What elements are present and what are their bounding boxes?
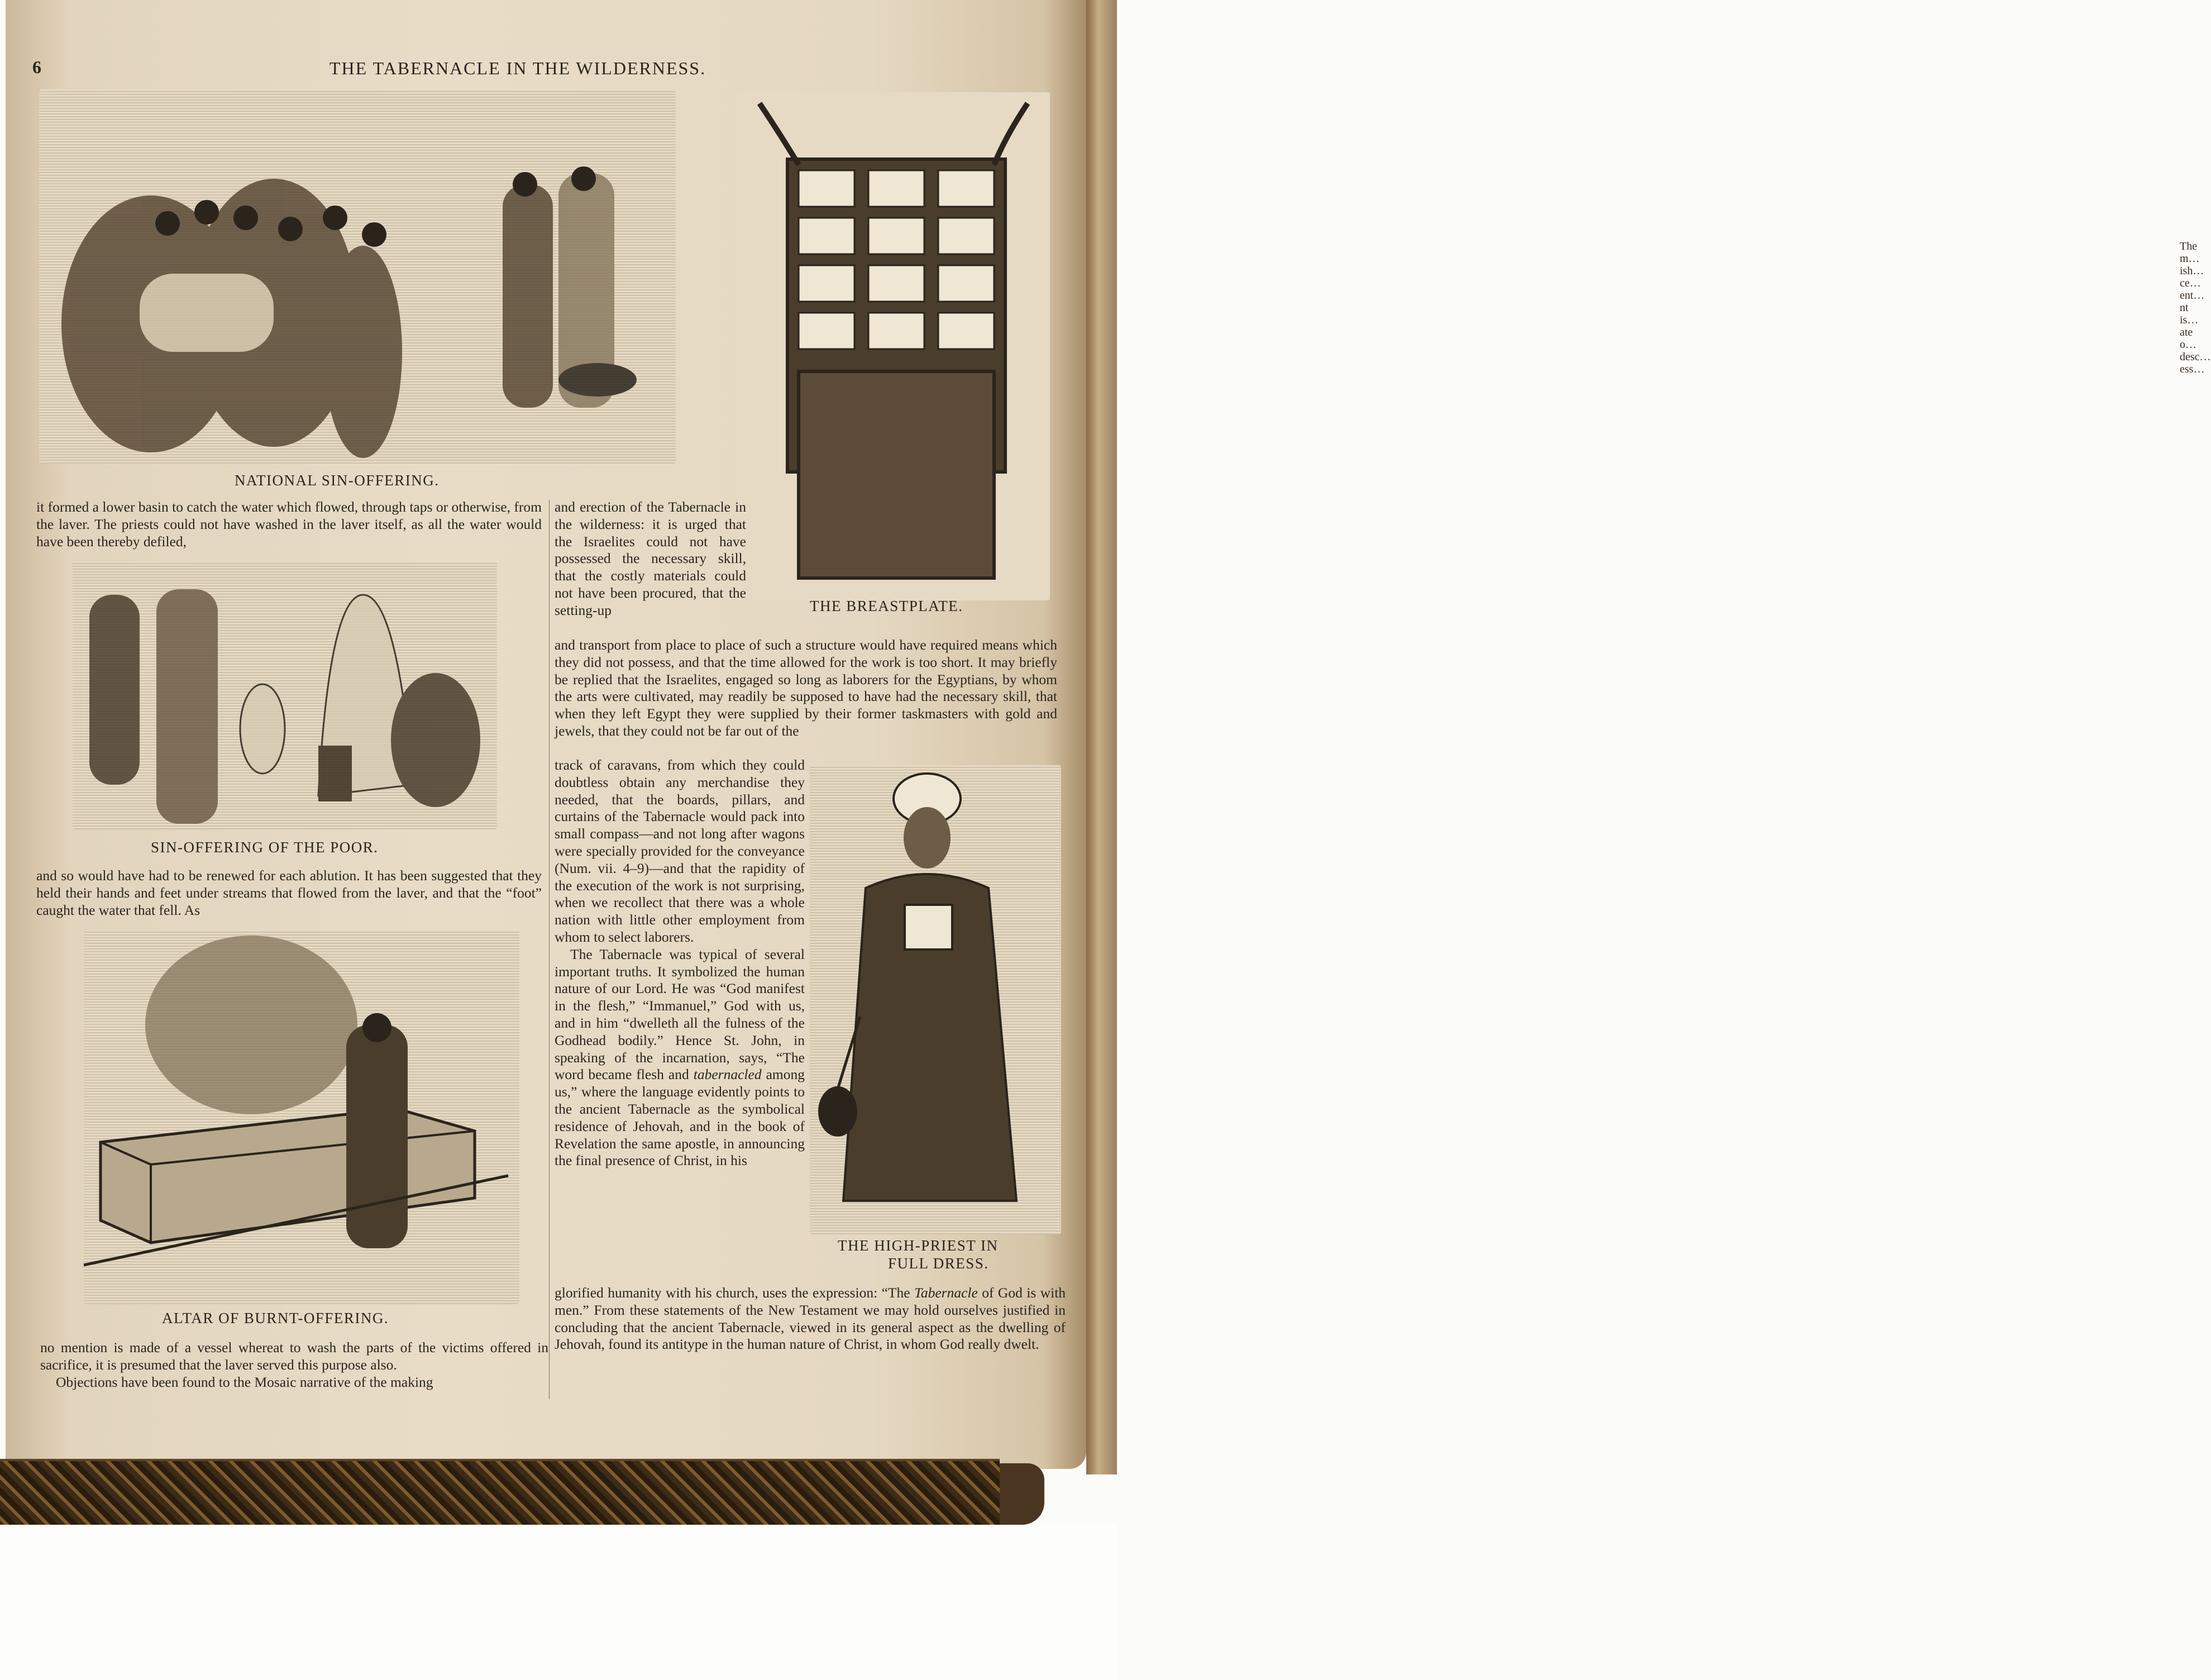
right-paragraph-2: and transport from place to place of such a structure would have required means which they did not possess, and that the time allowed for the work is too short. It may briefly be replied that the Israelites, engaged so long as laborers for the Egyptians, by whom the arts were cultivated, may readily be supposed to have had the necessary skill, that when they left Egypt they were supplied by their former taskmasters with gold and jewels, that they could not be far out of the: [555, 637, 1057, 739]
right-paragraph-4: [555, 946, 805, 1170]
caption-high-priest-line2: FULL DRESS.: [888, 1255, 989, 1272]
column-divider: [549, 500, 550, 1399]
running-title: THE TABERNACLE IN THE WILDERNESS.: [329, 58, 706, 78]
sin-offering-of-the-poor-engraving: [73, 561, 497, 829]
right-paragraph-5-cont: of God is with men.” From these statements of the New Testament we may hold ourselves justified in concluding that the ancient Tabernacle, viewed in its general aspect as the dwelling of Jehovah, found its antitype in the human nature of Christ, in whom God really dwelt.: [555, 1285, 1066, 1353]
right-paragraph-3: track of caravans, from which they could doubtless obtain any merchandise they needed, that the boards, pillars, and curtains of the Tabernacle would pack into small compass—and not long after wagons were specially provided for the conveyance (Num. vii. 4–9)—and that the rapidity of the execution of the work is not surprising, when we recollect that there was a whole nation with little other employment from whom to select laborers.: [555, 757, 805, 945]
left-text-block-3: [40, 1339, 548, 1391]
high-priest-engraving: [810, 765, 1061, 1234]
book-binding: [0, 1459, 1000, 1528]
breastplate-engraving: [737, 92, 1050, 600]
right-paragraph-5-text: glorified humanity with his church, uses the expression: “The: [555, 1285, 910, 1301]
adjacent-page-text: The m… ish… ce… ent… nt is… ate o… desc… ess…: [2180, 240, 2211, 375]
right-text-block-3: [555, 757, 805, 1170]
right-paragraph-5-italic: Tabernacle: [914, 1285, 978, 1301]
right-paragraph-4-text: The Tabernacle was typical of several important truths. It symbolized the human nature of our Lord. He was “God manifest in the flesh,” “Immanuel,” God with us, and in him “dwelleth all the fulness of the Godhead bodily.” Hence St. John, in speaking of the incarnation, says, “The word became flesh and: [555, 946, 805, 1083]
caption-high-priest-line1: THE HIGH-PRIEST IN: [838, 1237, 999, 1254]
right-text-block-5: [555, 1285, 1066, 1353]
page-header: [0, 57, 1089, 79]
left-paragraph-1: it formed a lower basin to catch the water which flowed, through taps or otherwise, from the laver. The priests could not have washed in the laver itself, as all the water would have been thereby defiled,: [36, 499, 542, 550]
adjacent-page-edge: [1086, 0, 2211, 1474]
right-text-block-2: [555, 637, 1057, 740]
left-paragraph-4: Objections have been found to the Mosaic narrative of the making: [56, 1373, 433, 1390]
right-paragraph-5: [555, 1285, 1066, 1353]
right-paragraph-4-cont: among us,” where the language evidently points to the ancient Tabernacle as the symbolical residence of Jehovah, and in the book of Revelation the same apostle, in announcing the final presence of Christ, in his: [555, 1066, 805, 1169]
right-paragraph-4-italic: tabernacled: [693, 1066, 762, 1083]
caption-breastplate: THE BREASTPLATE.: [810, 598, 963, 614]
right-text-block-1: [555, 499, 746, 619]
left-paragraph-2: and so would have had to be renewed for each ablution. It has been suggested that they held their hands and feet under streams that flowed from the laver, and that the “foot” caught the water that fell. As: [36, 867, 542, 918]
caption-sin-offering-of-the-poor: SIN-OFFERING OF THE POOR.: [151, 839, 379, 856]
national-sin-offering-engraving: [39, 89, 676, 464]
altar-of-burnt-offering-engraving: [84, 930, 519, 1304]
left-paragraph-3: no mention is made of a vessel whereat to wash the parts of the victims offered in sacrifice, it is presumed that the laver served this purpose also.: [40, 1339, 548, 1373]
caption-national-sin-offering: NATIONAL SIN-OFFERING.: [235, 472, 440, 489]
caption-altar-of-burnt-offering: ALTAR OF BURNT-OFFERING.: [162, 1310, 389, 1326]
left-text-block-2: [36, 867, 542, 919]
right-paragraph-1: and erection of the Tabernacle in the wilderness: it is urged that the Israelites could not have possessed the necessary skill, that the costly materials could not have been procured, that the setting-up: [555, 499, 746, 618]
table-surface: [0, 1525, 1117, 1680]
left-text-block-1: [36, 499, 542, 550]
page-number: 6: [32, 57, 41, 77]
binding-corner: [1000, 1463, 1044, 1525]
